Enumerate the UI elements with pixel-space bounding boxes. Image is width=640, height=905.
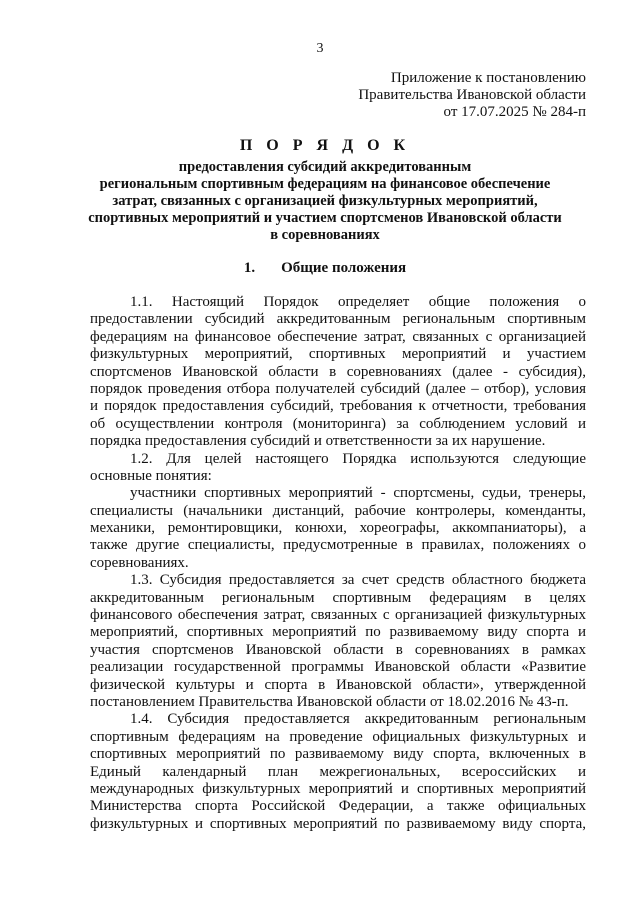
paragraph-line: финансового обеспечения затрат, связанных с организацией физкультурных (90, 607, 586, 624)
paragraph-line: физкультурных мероприятий, спортивных мероприятий и участием (90, 346, 586, 363)
paragraph-line: международных физкультурных мероприятий и спортивных мероприятий (90, 780, 586, 797)
paragraph-line: механики, ремонтировщики, конюхи, хореографы, аккомпаниаторы), а (90, 520, 586, 537)
paragraph-line: спортивным федерациям на проведение официальных физкультурных и (90, 728, 586, 745)
paragraph-line: и порядок предоставления субсидий, требования к отчетности, требования (90, 398, 586, 415)
paragraph-line: Единый календарный план межрегиональных, всероссийских и (90, 763, 586, 780)
section-heading (60, 260, 590, 277)
annex-line: от 17.07.2025 № 284-п (443, 104, 586, 120)
paragraph-line: об осуществлении контроля (мониторинга) за соблюдением условий и (90, 415, 586, 432)
title-main: П О Р Я Д О К (239, 137, 411, 154)
paragraph-line: физической культуры и спорта в Ивановской области», утвержденной (90, 676, 586, 693)
paragraph-line: аккредитованным региональным спортивным федерациям в целях (90, 589, 586, 606)
paragraph-line: спортивных мероприятий по развиваемому виду спорта, включенных в (90, 746, 586, 763)
title-line: спортивных мероприятий и участием спортсменов Ивановской области (88, 210, 562, 226)
body-text (90, 294, 586, 833)
paragraph-line: порядок проведения отбора получателей субсидий (далее – отбор), условия (90, 380, 586, 397)
paragraph-line: также другие специалисты, предусмотренные в правилах, положениях о (90, 537, 586, 554)
document-title (60, 136, 590, 244)
paragraph-line: постановлением Правительства Ивановской области от 18.02.2016 № 43-п. (90, 693, 569, 710)
section-title: Общие положения (281, 260, 407, 276)
paragraph-line: 1.1. Настоящий Порядок определяет общие положения о (130, 294, 586, 310)
paragraph-line: порядка предоставления субсидий и ответственности за их нарушение. (90, 433, 546, 450)
paragraph-line: спортсменов Ивановской области в соревнованиях (далее - субсидия), (90, 363, 586, 380)
paragraph-line: участия спортсменов Ивановской области в соревнованиях в рамках (90, 641, 586, 658)
paragraph-line: федерациям на финансовое обеспечение затрат, связанных с организацией (90, 328, 586, 345)
paragraph-line: специалисты (начальники дистанций, рабочие контролеры, коменданты, (90, 502, 586, 519)
paragraph-line: реализации государственной программы Ивановской области «Развитие (90, 659, 586, 676)
paragraph-line: 1.3. Субсидия предоставляется за счет средств областного бюджета (130, 572, 586, 589)
annex-line: Правительства Ивановской области (358, 87, 586, 103)
paragraph-line: 1.2. Для целей настоящего Порядка используются следующие (130, 450, 586, 467)
title-line: предоставления субсидий аккредитованным (178, 159, 472, 175)
page-number: 3 (316, 41, 324, 56)
title-line: в соревнованиях (270, 227, 380, 243)
paragraph-line: Министерства спорта Российской Федерации, а также официальных (90, 798, 586, 815)
paragraph-line: физкультурных и спортивных мероприятий по развиваемому виду спорта, (90, 815, 586, 832)
paragraph-line: предоставлении субсидий аккредитованным региональным спортивным (90, 311, 586, 328)
paragraph-line: соревнованиях. (90, 554, 189, 571)
annex-header (358, 70, 586, 121)
paragraph-line: мероприятий, спортивных мероприятий по развиваемому виду спорта и (90, 624, 586, 641)
annex-line: Приложение к постановлению (390, 70, 586, 86)
section-number: 1. (243, 260, 256, 276)
paragraph-line: 1.4. Субсидия предоставляется аккредитованным региональным (130, 711, 586, 728)
paragraph-line: участники спортивных мероприятий - спортсмены, судьи, тренеры, (130, 485, 586, 502)
title-line: региональным спортивным федерациям на финансовое обеспечение (99, 176, 551, 192)
title-line: затрат, связанных с организацией физкультурных мероприятий, (112, 193, 538, 209)
paragraph-line: основные понятия: (90, 467, 212, 484)
